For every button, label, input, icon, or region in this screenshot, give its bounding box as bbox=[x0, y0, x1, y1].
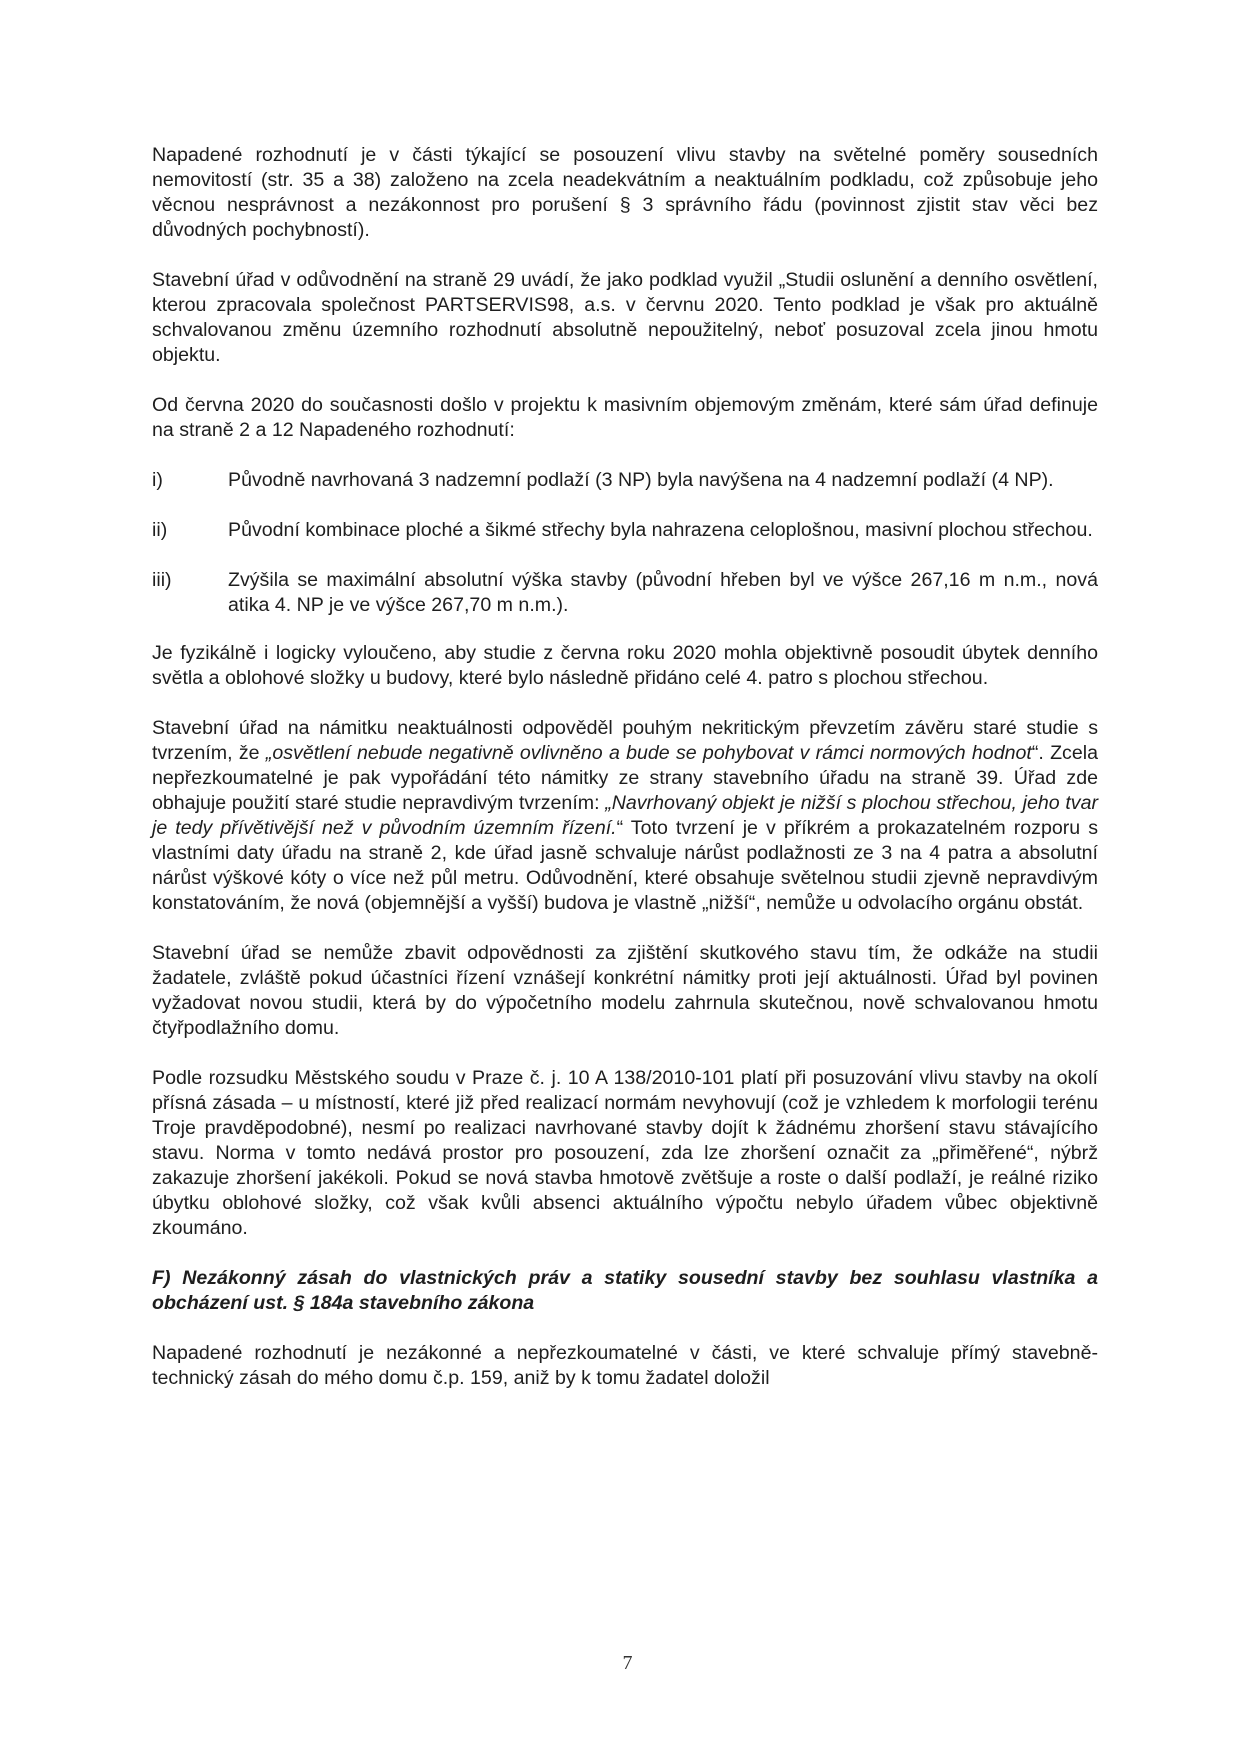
list-item bbox=[152, 468, 1098, 493]
text-segment: “ Toto tvrzení je v příkrém a prokazatelném rozporu s vlastními daty úřadu na straně 2, kde úřad jasně schvaluje nárůst podlažnosti ze 3 na 4 patra a absolutní nárůst výškové kóty o více než půl metru. Odůvodnění, které obsahuje světelnou studii zjevně nepravdivým konstatováním, že nová (objemnější a vyšší) budova je vlastně „nižší“, nemůže u odvolacího orgánu obstát. bbox=[152, 817, 1098, 914]
list-item-text: Původní kombinace ploché a šikmé střechy byla nahrazena celoplošnou, masivní plochou střechou. bbox=[228, 519, 1093, 541]
paragraph-court-ruling: Podle rozsudku Městského soudu v Praze č. j. 10 A 138/2010-101 platí při posuzování vlivu stavby na okolí přísná zásada – u místností, které již před realizací normám nevyhovují (což je vzhledem k morfologii terénu Troje pravděpodobné), nesmí po realizaci navrhované stavby dojít k žádnému zhoršení stavu stávajícího stavu. Norma v tomto nedává prostor pro posouzení, zda lze zhoršení označit za „přiměřené“, nýbrž zakazuje zhoršení jakékoli. Pokud se nová stavba hmotově zvětšuje a roste o další podlaží, je reálné riziko úbytku oblohové složky, což však kvůli absenci aktuálního výpočtu nebylo úřadem vůbec objektivně zkoumáno. bbox=[152, 1067, 1098, 1239]
paragraph-physical-exclusion: Je fyzikálně i logicky vyloučeno, aby studie z června roku 2020 mohla objektivně posoudit úbytek denního světla a oblohové složky u budovy, které bylo následně přidáno celé 4. patro s plochou střechou. bbox=[152, 642, 1098, 689]
paragraph-volume-changes: Od června 2020 do současnosti došlo v projektu k masivním objemovým změnám, které sám úřad definuje na straně 2 a 12 Napadeného rozhodnutí: bbox=[152, 394, 1098, 441]
text-segment: “. Zcela nepřezkoumatelné je pak vypořádání této námitky ze strany stavebního úřadu na straně 39. Úřad zde obhajuje použití staré studie nepravdivým tvrzením: bbox=[152, 742, 1098, 814]
document-body bbox=[152, 143, 1098, 1416]
quote-segment: „osvětlení nebude negativně ovlivněno a bude se pohybovat v rámci normových hodnot bbox=[265, 742, 1032, 764]
paragraph-daylight-assessment: Napadené rozhodnutí je v části týkající se posouzení vlivu stavby na světelné poměry sousedních nemovitostí (str. 35 a 38) založeno na zcela neadekvátním a neaktuálním podkladu, což způsobuje jeho věcnou nesprávnost a nezákonnost pro porušení § 3 správního řádu (povinnost zjistit stav věci bez důvodných pochybností). bbox=[152, 144, 1098, 241]
list-item-number: iii) bbox=[152, 569, 172, 591]
list-item-text: Původně navrhovaná 3 nadzemní podlaží (3 NP) byla navýšena na 4 nadzemní podlaží (4 NP). bbox=[228, 469, 1054, 491]
page-number: 7 bbox=[622, 1652, 633, 1674]
list-item bbox=[152, 518, 1098, 543]
list-item-number: i) bbox=[152, 469, 163, 491]
quote-segment: „Navrhovaný objekt je nižší s plochou střechou, jeho tvar je tedy přívětivější než v původním územním řízení. bbox=[152, 792, 1098, 839]
section-heading: F) Nezákonný zásah do vlastnických práv a statiky sousední stavby bez souhlasu vlastníka a obcházení ust. § 184a stavebního zákona bbox=[152, 1267, 1098, 1314]
paragraph-office-responsibility: Stavební úřad se nemůže zbavit odpovědnosti za zjištění skutkového stavu tím, že odkáže na studii žadatele, zvláště pokud účastníci řízení vznášejí konkrétní námitky proti její aktuálnosti. Úřad byl povinen vyžadovat novou studii, která by do výpočetního modelu zahrnula skutečnou, nově schvalovanou hmotu čtyřpodlažního domu. bbox=[152, 942, 1098, 1039]
paragraph-unlawful-intervention: Napadené rozhodnutí je nezákonné a nepřezkoumatelné v části, ve které schvaluje přímý stavebně-technický zásah do mého domu č.p. 159, aniž by k tomu žadatel doložil bbox=[152, 1342, 1098, 1389]
list-item bbox=[152, 568, 1098, 618]
text-segment: Stavební úřad na námitku neaktuálnosti odpověděl pouhým nekritickým převzetím závěru staré studie s tvrzením, že bbox=[152, 717, 1098, 764]
list-item-number: ii) bbox=[152, 519, 168, 541]
changes-list bbox=[152, 468, 1098, 618]
paragraph-study-reference: Stavební úřad v odůvodnění na straně 29 uvádí, že jako podklad využil „Studii oslunění a denního osvětlení, kterou zpracovala společnost PARTSERVIS98, a.s. v červnu 2020. Tento podklad je však pro aktuálně schvalovanou změnu územního rozhodnutí absolutně nepoužitelný, neboť posuzoval zcela jinou hmotu objektu. bbox=[152, 269, 1098, 366]
paragraph-office-response bbox=[152, 716, 1098, 916]
list-item-text: Zvýšila se maximální absolutní výška stavby (původní hřeben byl ve výšce 267,16 m n.m., nová atika 4. NP je ve výšce 267,70 m n.m.). bbox=[228, 569, 1098, 616]
